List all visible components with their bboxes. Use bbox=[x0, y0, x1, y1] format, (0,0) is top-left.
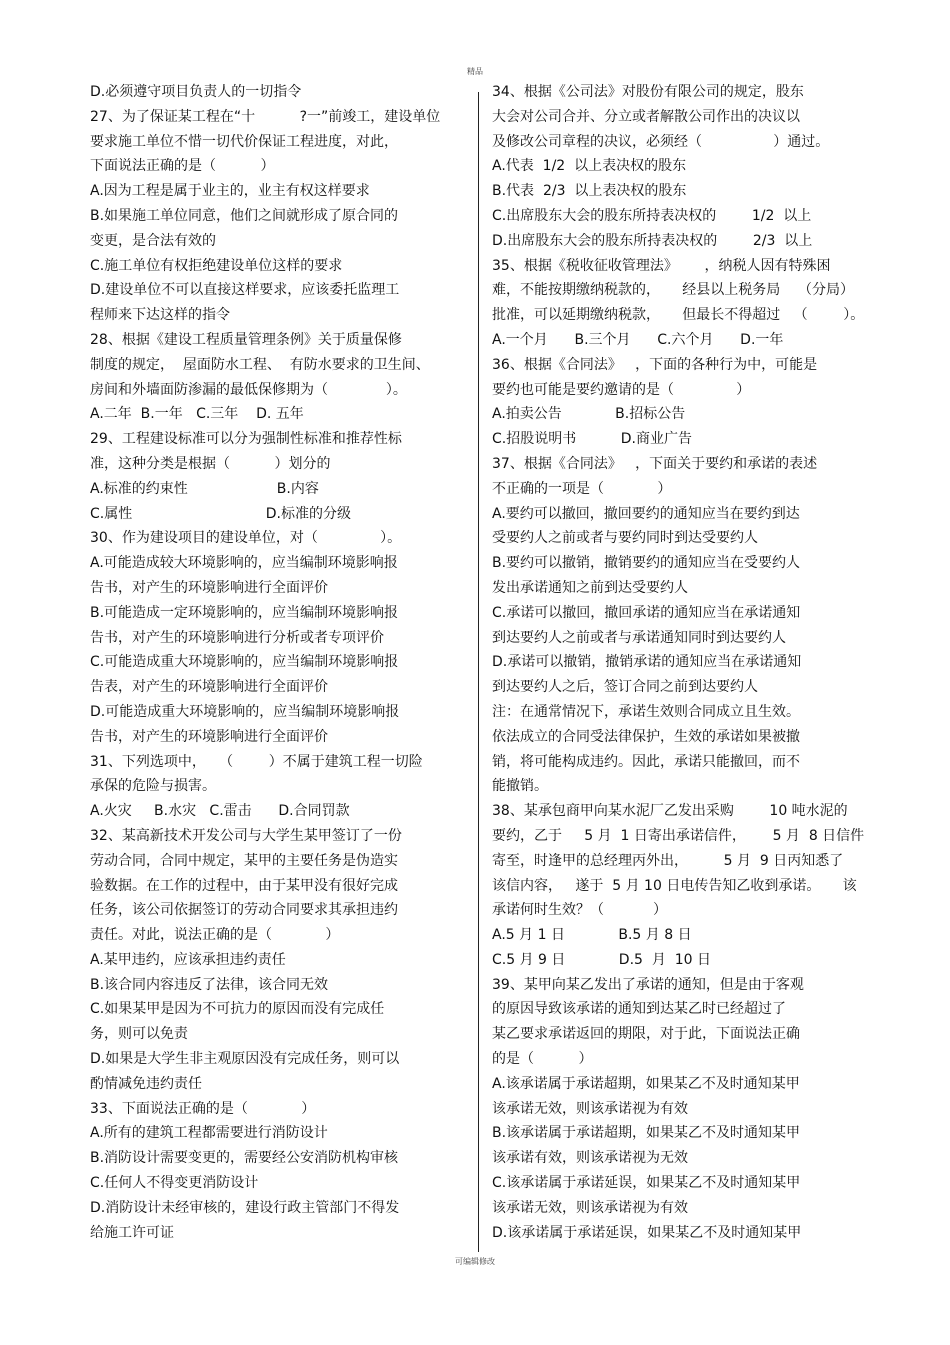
text-line: 注：在通常情况下，承诺生效则合同成立且生效。 bbox=[492, 703, 800, 720]
text-line: D.建设单位不可以直接这样要求，应该委托监理工 bbox=[90, 282, 400, 299]
text-line: 告表，对产生的环境影响进行全面评价 bbox=[90, 679, 328, 696]
text-line: 要约，乙于 5 月 1 日寄出承诺信件， 5 月 8 日信件 bbox=[492, 827, 865, 844]
text-line: C.如果某甲是因为不可抗力的原因而没有完成任 bbox=[90, 1001, 385, 1018]
text-line: 告书，对产生的环境影响进行全面评价 bbox=[90, 579, 328, 596]
text-line: 寄至，时逢甲的总经理丙外出， 5 月 9 日丙知悉了 bbox=[492, 852, 844, 869]
text-line: A.要约可以撤回，撤回要约的通知应当在要约到达 bbox=[492, 505, 800, 522]
text-line: 受要约人之前或者与要约同时到达受要约人 bbox=[492, 530, 758, 547]
page-header: 精品 bbox=[467, 67, 483, 76]
right-column bbox=[492, 80, 872, 1245]
text-line: 房间和外墙面防渗漏的最低保修期为（ ）。 bbox=[90, 381, 407, 398]
text-line: 的是（ ） bbox=[492, 1051, 593, 1068]
text-line: C.属性 D.标准的分级 bbox=[90, 505, 351, 522]
text-line: 要求施工单位不惜一切代价保证工程进度，对此， bbox=[90, 133, 398, 150]
text-line: D.如果是大学生非主观原因没有完成任务，则可以 bbox=[90, 1051, 400, 1068]
text-line: 批准，可以延期缴纳税款， 但最长不得超过 （ ）。 bbox=[492, 307, 865, 324]
text-line: 发出承诺通知之前到达受要约人 bbox=[492, 579, 688, 596]
text-line: 责任。对此，说法正确的是（ ） bbox=[90, 927, 340, 944]
text-line: A.二年 B.一年 C.三年 D. 五年 bbox=[90, 406, 304, 423]
text-line: 务，则可以免责 bbox=[90, 1026, 188, 1043]
text-line: A.一个月 B.三个月 C.六个月 D.一年 bbox=[492, 331, 784, 348]
text-line: B.代表 2/3 以上表决权的股东 bbox=[492, 183, 687, 200]
text-line: 39、某甲向某乙发出了承诺的通知，但是由于客观 bbox=[492, 976, 804, 993]
text-line: C.出席股东大会的股东所持表决权的 1/2 以上 bbox=[492, 207, 812, 224]
text-line: 38、某承包商甲向某水泥厂乙发出采购 10 吨水泥的 bbox=[492, 803, 848, 820]
text-line: 到达要约人之前或者与承诺通知同时到达要约人 bbox=[492, 629, 786, 646]
text-line: D.承诺可以撤销，撤销承诺的通知应当在承诺通知 bbox=[492, 654, 802, 671]
text-line: D.可能造成重大环境影响的，应当编制环境影响报 bbox=[90, 703, 400, 720]
text-line: B.该承诺属于承诺超期，如果某乙不及时通知某甲 bbox=[492, 1125, 801, 1142]
text-line: 销，将可能构成违约。因此，承诺只能撤回，而不 bbox=[492, 753, 800, 770]
text-line: 该承诺有效，则该承诺视为无效 bbox=[492, 1150, 688, 1167]
text-line: A.可能造成较大环境影响的，应当编制环境影响报 bbox=[90, 555, 398, 572]
text-line: 该承诺无效，则该承诺视为有效 bbox=[492, 1100, 688, 1117]
text-line: A.标准的约束性 B.内容 bbox=[90, 480, 319, 497]
text-line: A.代表 1/2 以上表决权的股东 bbox=[492, 158, 687, 175]
text-line: 该信内容， 遂于 5 月 10 日电传告知乙收到承诺。 该 bbox=[492, 877, 857, 894]
text-line: 某乙要求承诺返回的期限，对于此，下面说法正确 bbox=[492, 1026, 800, 1043]
text-line: 要约也可能是要约邀请的是（ ） bbox=[492, 381, 751, 398]
text-line: 31、下列选项中， （ ）不属于建筑工程一切险 bbox=[90, 753, 423, 770]
left-column bbox=[90, 80, 475, 1245]
text-line: A.所有的建筑工程都需要进行消防设计 bbox=[90, 1125, 328, 1142]
text-line: A.火灾 B.水灾 C.雷击 D.合同罚款 bbox=[90, 803, 350, 820]
text-line: 到达要约人之后，签订合同之前到达要约人 bbox=[492, 679, 758, 696]
text-line: B.要约可以撤销，撤销要约的通知应当在受要约人 bbox=[492, 555, 801, 572]
text-line: 承诺何时生效？（ ） bbox=[492, 902, 667, 919]
text-line: B.如果施工单位同意，他们之间就形成了原合同的 bbox=[90, 207, 399, 224]
text-line: D.消防设计未经审核的，建设行政主管部门不得发 bbox=[90, 1199, 400, 1216]
text-line: 告书，对产生的环境影响进行全面评价 bbox=[90, 728, 328, 745]
text-line: 27、为了保证某工程在“十 ?一”前竣工，建设单位 bbox=[90, 108, 441, 125]
text-line: A.因为工程是属于业主的，业主有权这样要求 bbox=[90, 183, 370, 200]
text-line: 变更，是合法有效的 bbox=[90, 232, 216, 249]
text-line: B.消防设计需要变更的，需要经公安消防机构审核 bbox=[90, 1150, 399, 1167]
text-line: 34、根据《公司法》对股份有限公司的规定，股东 bbox=[492, 84, 804, 100]
text-line: 依法成立的合同受法律保护，生效的承诺如果被撤 bbox=[492, 728, 800, 745]
text-line: 35、根据《税收征收管理法》 ，纳税人因有特殊困 bbox=[492, 257, 831, 274]
text-line: 该承诺无效，则该承诺视为有效 bbox=[492, 1199, 688, 1216]
text-line: 难，不能按期缴纳税款的， 经县以上税务局 （分局） bbox=[492, 282, 855, 299]
text-line: A.某甲违约，应该承担违约责任 bbox=[90, 951, 286, 968]
text-line: 下面说法正确的是（ ） bbox=[90, 158, 275, 175]
page-footer: 可编辑修改 bbox=[455, 1257, 495, 1266]
text-line: A.该承诺属于承诺超期，如果某乙不及时通知某甲 bbox=[492, 1075, 800, 1092]
text-line: 32、某高新技术开发公司与大学生某甲签订了一份 bbox=[90, 827, 402, 844]
text-line: 劳动合同，合同中规定，某甲的主要任务是伪造实 bbox=[90, 852, 398, 869]
text-line: 验数据。在工作的过程中，由于某甲没有很好完成 bbox=[90, 877, 398, 894]
text-line: A.拍卖公告 B.招标公告 bbox=[492, 406, 686, 423]
text-line: C.5 月 9 日 D.5 月 10 日 bbox=[492, 951, 711, 968]
text-line: 及修改公司章程的决议，必须经（ ）通过。 bbox=[492, 133, 830, 150]
text-line: 制度的规定， 屋面防水工程、 有防水要求的卫生间、 bbox=[90, 356, 430, 373]
text-line: 程师来下达这样的指令 bbox=[90, 307, 230, 324]
text-line: 28、根据《建设工程质量管理条例》关于质量保修 bbox=[90, 331, 402, 348]
text-line: C.招股说明书 D.商业广告 bbox=[492, 431, 692, 448]
text-line: C.任何人不得变更消防设计 bbox=[90, 1175, 259, 1192]
text-line: 不正确的一项是（ ） bbox=[492, 480, 672, 497]
text-line: 承保的危险与损害。 bbox=[90, 778, 216, 795]
text-line: 37、根据《合同法》 ，下面关于要约和承诺的表述 bbox=[492, 455, 818, 472]
text-line: 准，这种分类是根据（ ）划分的 bbox=[90, 455, 331, 472]
text-line: 36、根据《合同法》 ，下面的各种行为中，可能是 bbox=[492, 356, 818, 373]
text-line: 33、下面说法正确的是（ ） bbox=[90, 1100, 316, 1117]
text-line: 告书，对产生的环境影响进行分析或者专项评价 bbox=[90, 629, 384, 646]
text-line: 30、作为建设项目的建设单位，对（ ）。 bbox=[90, 530, 402, 547]
column-divider bbox=[478, 92, 479, 1252]
text-line: 29、工程建设标准可以分为强制性标准和推荐性标 bbox=[90, 431, 402, 448]
text-line: B.该合同内容违反了法律，该合同无效 bbox=[90, 976, 329, 993]
text-line: 能撤销。 bbox=[492, 778, 548, 795]
text-line: A.5 月 1 日 B.5 月 8 日 bbox=[492, 927, 692, 944]
text-line: C.承诺可以撤回，撤回承诺的通知应当在承诺通知 bbox=[492, 604, 801, 621]
text-line: 酌情减免违约责任 bbox=[90, 1075, 202, 1092]
text-line: C.可能造成重大环境影响的，应当编制环境影响报 bbox=[90, 654, 399, 671]
text-line: D.必须遵守项目负责人的一切指令 bbox=[90, 84, 302, 100]
text-line: B.可能造成一定环境影响的，应当编制环境影响报 bbox=[90, 604, 399, 621]
text-line: D.该承诺属于承诺延误，如果某乙不及时通知某甲 bbox=[492, 1224, 802, 1241]
text-line: C.施工单位有权拒绝建设单位这样的要求 bbox=[90, 257, 343, 274]
text-line: D.出席股东大会的股东所持表决权的 2/3 以上 bbox=[492, 232, 813, 249]
text-line: 大会对公司合并、分立或者解散公司作出的决议以 bbox=[492, 108, 800, 125]
text-line: 给施工许可证 bbox=[90, 1224, 174, 1241]
text-line: 的原因导致该承诺的通知到达某乙时已经超过了 bbox=[492, 1001, 786, 1018]
text-line: 任务，该公司依据签订的劳动合同要求其承担违约 bbox=[90, 902, 398, 919]
text-line: C.该承诺属于承诺延误，如果某乙不及时通知某甲 bbox=[492, 1175, 801, 1192]
